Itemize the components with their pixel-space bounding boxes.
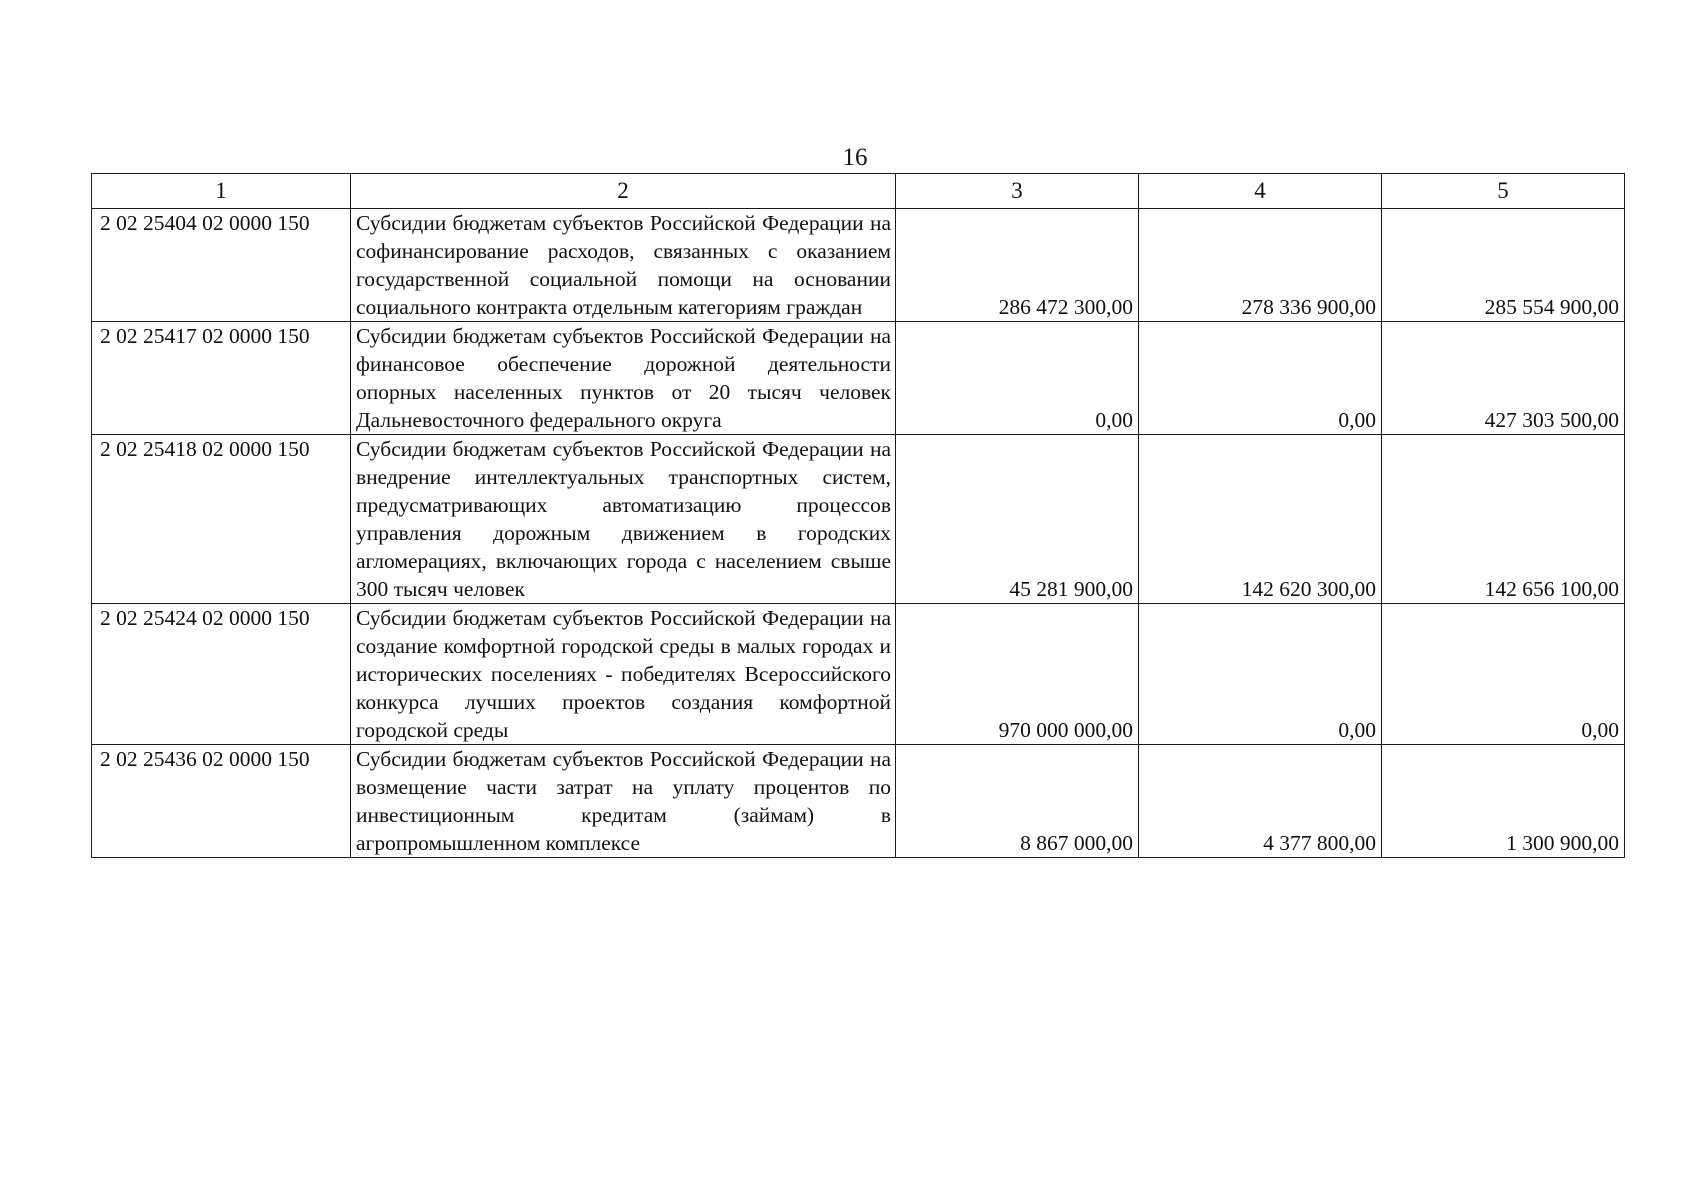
header-col-1: 1 (92, 174, 351, 209)
row-description: Субсидии бюджетам субъектов Российской Федерации на создание комфортной городской среды в малых городах и исторических поселениях - победителях Всероссийского конкурса лучших проектов создания комфортной городской среды (351, 604, 896, 745)
row-description: Субсидии бюджетам субъектов Российской Федерации на возмещение части затрат на уплату процентов по инвестиционным кредитам (займам) в агропромышленном комплексе (351, 745, 896, 858)
row-value-5: 1 300 900,00 (1382, 745, 1625, 858)
row-code: 2 02 25404 02 0000 150 (92, 209, 351, 322)
table-row (92, 745, 1625, 858)
header-col-3: 3 (896, 174, 1139, 209)
row-value-5: 427 303 500,00 (1382, 322, 1625, 435)
row-code: 2 02 25418 02 0000 150 (92, 435, 351, 604)
row-description: Субсидии бюджетам субъектов Российской Федерации на софинансирование расходов, связанных с оказанием государственной социальной помощи на основании социального контракта отдельным категориям граждан (351, 209, 896, 322)
table-row (92, 604, 1625, 745)
row-value-3: 0,00 (896, 322, 1139, 435)
row-value-4: 0,00 (1139, 322, 1382, 435)
row-value-3: 8 867 000,00 (896, 745, 1139, 858)
row-code: 2 02 25424 02 0000 150 (92, 604, 351, 745)
header-col-2: 2 (351, 174, 896, 209)
table-header-row (92, 174, 1625, 209)
row-value-4: 4 377 800,00 (1139, 745, 1382, 858)
row-value-3: 286 472 300,00 (896, 209, 1139, 322)
row-description: Субсидии бюджетам субъектов Российской Федерации на внедрение интеллектуальных транспортных систем, предусматривающих автоматизацию процессов управления дорожным движением в городских агломерациях, включающих города с населением свыше 300 тысяч человек (351, 435, 896, 604)
table-row (92, 209, 1625, 322)
table-row (92, 322, 1625, 435)
row-value-3: 970 000 000,00 (896, 604, 1139, 745)
header-col-5: 5 (1382, 174, 1625, 209)
row-value-4: 278 336 900,00 (1139, 209, 1382, 322)
row-value-4: 142 620 300,00 (1139, 435, 1382, 604)
row-value-3: 45 281 900,00 (896, 435, 1139, 604)
row-value-5: 285 554 900,00 (1382, 209, 1625, 322)
budget-table (91, 173, 1625, 858)
header-col-4: 4 (1139, 174, 1382, 209)
row-code: 2 02 25436 02 0000 150 (92, 745, 351, 858)
row-code: 2 02 25417 02 0000 150 (92, 322, 351, 435)
row-value-5: 142 656 100,00 (1382, 435, 1625, 604)
page-number: 16 (842, 144, 868, 171)
table-row (92, 435, 1625, 604)
row-description: Субсидии бюджетам субъектов Российской Федерации на финансовое обеспечение дорожной деятельности опорных населенных пунктов от 20 тысяч человек Дальневосточного федерального округа (351, 322, 896, 435)
row-value-5: 0,00 (1382, 604, 1625, 745)
row-value-4: 0,00 (1139, 604, 1382, 745)
